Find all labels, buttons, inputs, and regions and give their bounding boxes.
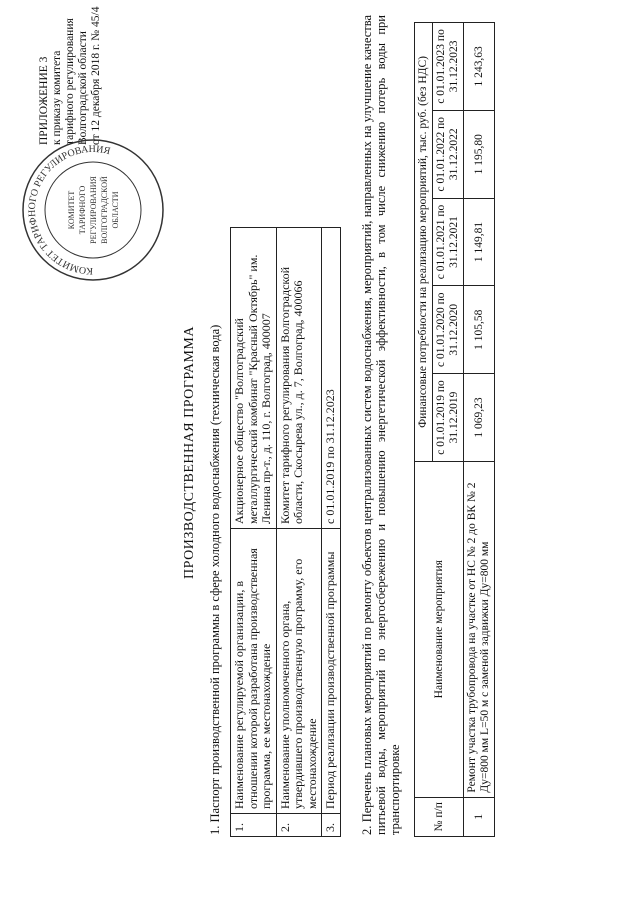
header-name: Наименование мероприятия — [415, 461, 464, 797]
table-header-row — [415, 23, 433, 837]
stamp-ring-text: КОМИТЕТ ТАРИФНОГО РЕГУЛИРОВАНИЯ — [26, 143, 112, 277]
row-value: Акционерное общество "Волгоградский металлургический комбинат "Красный Октябрь" им. Ленина пр-т., д. 110, г. Волгоград, 400007 — [231, 228, 277, 529]
stamp-center-2: ТАРИФНОГО — [78, 185, 87, 235]
page-title: ПРОИЗВОДСТВЕННАЯ ПРОГРАММА — [182, 326, 197, 579]
row-value: 1 149,81 — [464, 198, 495, 286]
header-period: с 01.01.2021 по 31.12.2021 — [433, 198, 464, 286]
stamp-center-3: РЕГУЛИРОВАНИЯ — [89, 176, 98, 244]
row-value: Комитет тарифного регулирования Волгоградской области, Скосырева ул., д. 7, Волгоград, 400066 — [276, 228, 322, 529]
header-number: № п/п — [415, 797, 464, 836]
header-period: с 01.01.2020 по 31.12.2020 — [433, 286, 464, 374]
row-label: Наименование регулируемой организации, в отношении которой разработана производственная программа, ее местонахождение — [231, 529, 277, 814]
row-value: с 01.01.2019 по 31.12.2023 — [322, 228, 341, 529]
table-row — [464, 23, 495, 837]
stamp-center-4: ВОЛГОГРАДСКОЙ — [100, 176, 109, 244]
events-table — [414, 22, 495, 837]
row-label: Наименование уполномоченного органа, утвердившего производственную программу, его местонахождение — [276, 529, 322, 814]
row-number: 3. — [322, 814, 341, 837]
appendix-line-3: от 12 декабря 2018 г. № 45/4 — [90, 6, 102, 145]
stamp-center-1: КОМИТЕТ — [67, 190, 76, 230]
appendix-title: ПРИЛОЖЕНИЕ 3 — [38, 56, 50, 145]
row-number: 1 — [464, 797, 495, 836]
header-period: с 01.01.2023 по 31.12.2023 — [433, 23, 464, 111]
appendix-line-2: Волгоградской области — [77, 31, 89, 145]
appendix-block — [38, 5, 103, 145]
row-value: 1 105,58 — [464, 286, 495, 374]
official-stamp — [18, 135, 168, 285]
row-value: 1 243,63 — [464, 23, 495, 111]
table-row — [231, 228, 277, 837]
row-value: 1 195,80 — [464, 110, 495, 198]
passport-table — [230, 227, 341, 837]
header-period: с 01.01.2022 по 31.12.2022 — [433, 110, 464, 198]
row-label: Период реализации производственной программы — [322, 529, 341, 814]
stamp-center-5: ОБЛАСТИ — [111, 191, 120, 229]
row-number: 1. — [231, 814, 277, 837]
row-value: 1 069,23 — [464, 374, 495, 462]
header-period: с 01.01.2019 по 31.12.2019 — [433, 374, 464, 462]
section-2-heading: 2. Перечень плановых мероприятий по ремонту объектов централизованных систем водоснабжения, мероприятий, направленных на улучшение качества питьевой воды, мероприятий по энергосбережению и повышению энергетической эффективности, в том числе снижению потерь воды при транспортировке — [360, 15, 402, 835]
row-number: 2. — [276, 814, 322, 837]
header-financial: Финансовые потребности на реализацию мероприятий, тыс. руб. (без НДС) — [415, 23, 433, 462]
row-name: Ремонт участка трубопровода на участке от НС № 2 до ВК № 2 Ду=800 мм L=50 м с заменой задвижки Ду=800 мм — [464, 461, 495, 797]
table-row — [322, 228, 341, 837]
table-row — [276, 228, 322, 837]
section-1-heading: 1. Паспорт производственной программы в сфере холодного водоснабжения (техническая вода) — [208, 324, 222, 835]
appendix-line-1: к приказу комитета тарифного регулирования — [51, 18, 76, 145]
